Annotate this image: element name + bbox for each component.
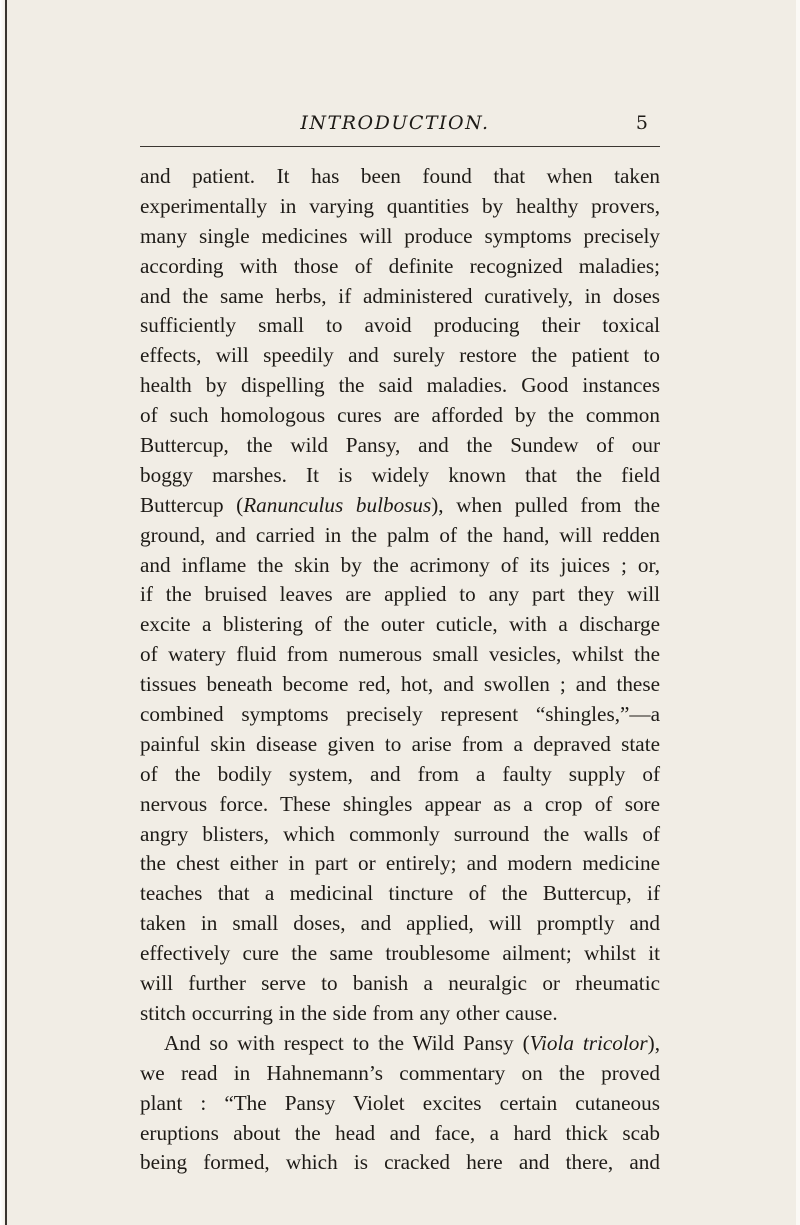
text-line: Buttercup, the wild Pansy, and the Sundew of our	[140, 433, 660, 458]
text-line: and inflame the skin by the acrimony of its juices ; or,	[140, 552, 660, 577]
text-line: and the same herbs, if administered curatively, in doses	[140, 283, 660, 308]
text-line: many single medicines will produce symptoms precisely	[140, 223, 660, 248]
text-run: ), when pulled from the	[431, 492, 661, 517]
text-line: angry blisters, which commonly surround the walls of	[140, 821, 660, 846]
page-right-edge	[796, 0, 800, 1225]
text-line: will further serve to banish a neuralgic or rheumatic	[140, 971, 660, 996]
text-line: and patient. It has been found that when taken	[140, 164, 660, 188]
text-line: if the bruised leaves are applied to any part they will	[140, 582, 660, 607]
text-line: effects, will speedily and surely restore the patient to	[140, 343, 660, 368]
text-line: the chest either in part or entirely; and modern medicine	[140, 851, 660, 876]
text-line: of such homologous cures are afforded by the common	[140, 403, 660, 428]
text-line: excite a blistering of the outer cuticle, with a discharge	[140, 612, 660, 637]
text-line: being formed, which is cracked here and there, and	[140, 1150, 660, 1175]
text-line: combined symptoms precisely represent “shingles,”—a	[140, 702, 660, 727]
species-name: Viola tricolor	[529, 1030, 648, 1055]
text-line: of watery fluid from numerous small vesicles, whilst the	[140, 642, 660, 667]
text-line: teaches that a medicinal tincture of the Buttercup, if	[140, 881, 660, 906]
text-run: Buttercup (	[140, 492, 244, 517]
text-line: eruptions about the head and face, a hard thick scab	[140, 1120, 660, 1145]
text-line: painful skin disease given to arise from a depraved state	[140, 731, 660, 756]
running-header	[140, 106, 660, 147]
text-line: sufficiently small to avoid producing their toxical	[140, 313, 660, 338]
text-line: experimentally in varying quantities by healthy provers,	[140, 193, 660, 218]
text-line: effectively cure the same troublesome ailment; whilst it	[140, 941, 660, 966]
text-line: we read in Hahnemann’s commentary on the proved	[140, 1060, 660, 1085]
text-run: ),	[647, 1030, 660, 1055]
text-line: of the bodily system, and from a faulty supply of	[140, 761, 660, 786]
body-text	[140, 162, 660, 1178]
text-line: tissues beneath become red, hot, and swollen ; and these	[140, 672, 660, 697]
text-line: boggy marshes. It is widely known that the field	[140, 462, 660, 487]
text-line: plant : “The Pansy Violet excites certain cutaneous	[140, 1090, 660, 1115]
text-run: And so with respect to the Wild Pansy (	[164, 1030, 530, 1055]
text-line	[140, 1029, 660, 1059]
page-left-edge	[0, 0, 7, 1225]
text-line: nervous force. These shingles appear as a crop of sore	[140, 791, 660, 816]
text-line: according with those of definite recognized maladies;	[140, 253, 660, 278]
text-line: taken in small doses, and applied, will promptly and	[140, 911, 660, 936]
text-line	[140, 491, 660, 521]
chapter-title: INTRODUCTION.	[300, 112, 490, 134]
text-line: stitch occurring in the side from any other cause.	[140, 1000, 558, 1025]
page-number: 5	[635, 112, 648, 134]
text-line: health by dispelling the said maladies. Good instances	[140, 373, 660, 398]
text-line: ground, and carried in the palm of the hand, will redden	[140, 522, 660, 547]
species-name: Ranunculus bulbosus	[243, 492, 432, 517]
